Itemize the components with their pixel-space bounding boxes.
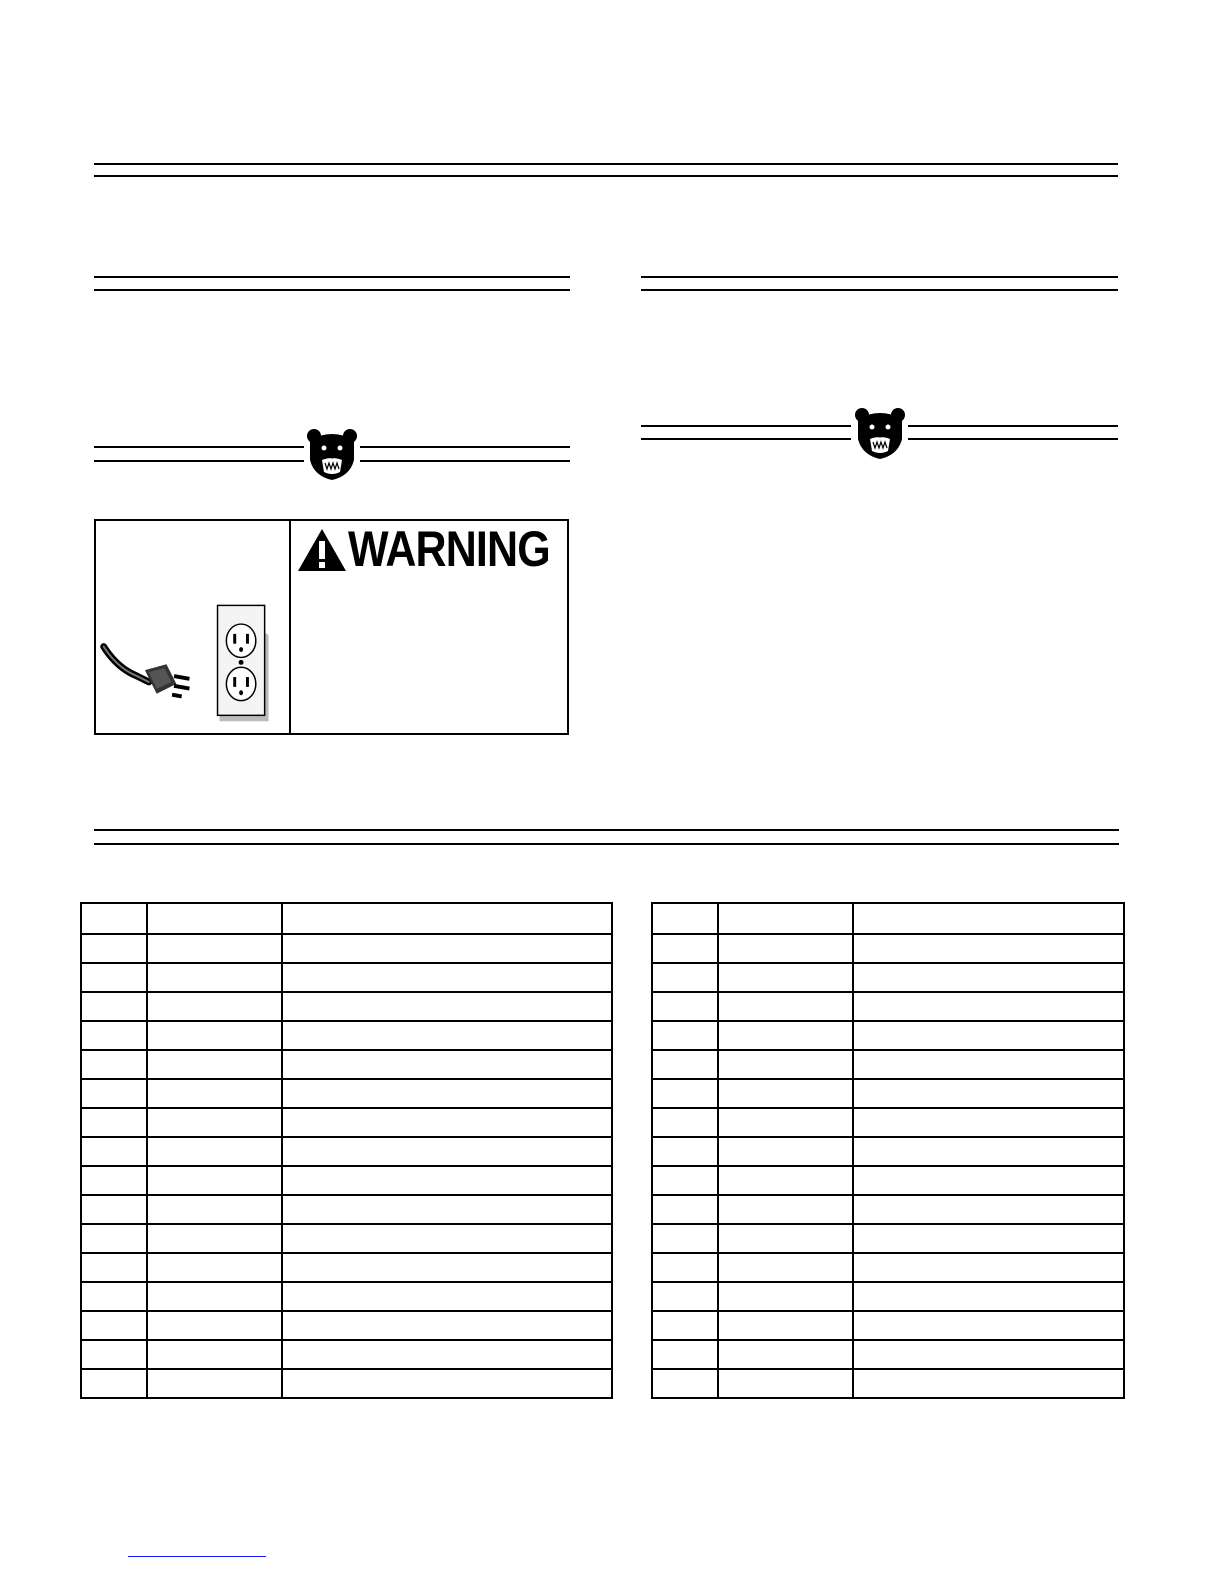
table-row: [81, 1340, 612, 1369]
table-cell: [652, 1369, 718, 1398]
left-bear-rule-upper-b: [360, 446, 570, 448]
table-cell: [718, 992, 853, 1021]
left-bear-rule-upper-a: [94, 446, 304, 448]
table-cell: [853, 1079, 1124, 1108]
column-header: [652, 903, 718, 934]
table-cell: [718, 1108, 853, 1137]
table-cell: [853, 992, 1124, 1021]
table-row: [81, 1282, 612, 1311]
table-row: [81, 1137, 612, 1166]
table-row: [81, 1079, 612, 1108]
table-cell: [718, 1137, 853, 1166]
table-cell: [718, 1282, 853, 1311]
table-cell: [81, 1137, 147, 1166]
table-cell: [652, 1253, 718, 1282]
table-row: [652, 1311, 1124, 1340]
left-rule-1-upper: [94, 276, 570, 278]
table-row: [652, 1050, 1124, 1079]
table-cell: [147, 934, 282, 963]
table-row: [652, 1108, 1124, 1137]
table-cell: [147, 1108, 282, 1137]
left-bear-rule-lower-b: [360, 460, 570, 462]
table-cell: [282, 1137, 612, 1166]
table-cell: [718, 1340, 853, 1369]
table-cell: [282, 934, 612, 963]
table-cell: [652, 963, 718, 992]
right-bear-rule-upper-b: [908, 425, 1118, 427]
table-cell: [652, 992, 718, 1021]
table-cell: [282, 1282, 612, 1311]
table-cell: [147, 963, 282, 992]
table-cell: [652, 934, 718, 963]
warning-header: [296, 521, 564, 577]
right-bear-rule-lower-a: [641, 438, 851, 440]
table-cell: [282, 1311, 612, 1340]
table-header-row: [81, 903, 612, 934]
table-cell: [853, 934, 1124, 963]
table-header-row: [652, 903, 1124, 934]
table-cell: [282, 1224, 612, 1253]
table-cell: [652, 1108, 718, 1137]
table-cell: [81, 1224, 147, 1253]
right-bear-rule-lower-b: [908, 438, 1118, 440]
table-cell: [853, 1253, 1124, 1282]
table-row: [81, 1166, 612, 1195]
table-cell: [652, 1137, 718, 1166]
grizzly-bear-icon: [304, 426, 360, 482]
table-cell: [282, 963, 612, 992]
table-cell: [718, 1079, 853, 1108]
table-cell: [147, 1050, 282, 1079]
left-bear-rule-lower-a: [94, 460, 304, 462]
table-cell: [718, 1253, 853, 1282]
table-cell: [652, 1282, 718, 1311]
table-cell: [652, 1079, 718, 1108]
table-cell: [853, 1166, 1124, 1195]
table-cell: [81, 934, 147, 963]
table-row: [81, 1050, 612, 1079]
table-cell: [853, 1369, 1124, 1398]
column-header: [147, 903, 282, 934]
warning-divider: [289, 521, 291, 733]
table-cell: [718, 963, 853, 992]
bottom-rule-upper: [94, 829, 1119, 831]
table-cell: [853, 1195, 1124, 1224]
table-cell: [81, 1050, 147, 1079]
table-cell: [81, 1166, 147, 1195]
table-cell: [718, 1195, 853, 1224]
table-cell: [853, 1021, 1124, 1050]
table-cell: [853, 1137, 1124, 1166]
table-cell: [147, 1282, 282, 1311]
column-header: [81, 903, 147, 934]
table-cell: [81, 963, 147, 992]
table-cell: [282, 1369, 612, 1398]
table-cell: [147, 1166, 282, 1195]
table-cell: [282, 1253, 612, 1282]
table-cell: [652, 1340, 718, 1369]
table-cell: [652, 1021, 718, 1050]
table-cell: [147, 1369, 282, 1398]
table-cell: [853, 963, 1124, 992]
table-cell: [718, 1021, 853, 1050]
table-cell: [147, 1311, 282, 1340]
table-cell: [147, 1195, 282, 1224]
table-row: [652, 1224, 1124, 1253]
table-cell: [853, 1108, 1124, 1137]
table-row: [652, 1340, 1124, 1369]
warning-box: [94, 519, 569, 735]
parts-table-right: [651, 902, 1125, 1399]
table-cell: [718, 1166, 853, 1195]
table-row: [652, 1282, 1124, 1311]
table-row: [652, 934, 1124, 963]
footer-link[interactable]: [128, 1556, 266, 1557]
table-cell: [853, 1340, 1124, 1369]
table-cell: [282, 992, 612, 1021]
table-cell: [147, 1021, 282, 1050]
table-row: [652, 1195, 1124, 1224]
power-plug-outlet-icon: [96, 521, 289, 733]
table-row: [652, 963, 1124, 992]
top-rule-lower: [94, 175, 1118, 177]
table-cell: [853, 1050, 1124, 1079]
table-cell: [652, 1166, 718, 1195]
table-cell: [282, 1021, 612, 1050]
table-cell: [81, 1079, 147, 1108]
table-cell: [282, 1079, 612, 1108]
table-cell: [718, 1311, 853, 1340]
table-cell: [853, 1224, 1124, 1253]
table-row: [81, 1224, 612, 1253]
right-rule-1-upper: [641, 276, 1118, 278]
table-row: [81, 1311, 612, 1340]
table-cell: [718, 1050, 853, 1079]
table-cell: [282, 1050, 612, 1079]
table-cell: [81, 1108, 147, 1137]
table-cell: [147, 1224, 282, 1253]
table-row: [652, 1369, 1124, 1398]
table-row: [81, 1369, 612, 1398]
table-cell: [718, 1224, 853, 1253]
table-row: [652, 1021, 1124, 1050]
table-row: [81, 1195, 612, 1224]
table-row: [652, 1166, 1124, 1195]
parts-table-left: [80, 902, 613, 1399]
table-cell: [147, 992, 282, 1021]
table-row: [81, 934, 612, 963]
table-row: [652, 1079, 1124, 1108]
table-row: [652, 1137, 1124, 1166]
table-row: [81, 1021, 612, 1050]
table-cell: [147, 1137, 282, 1166]
table-cell: [81, 1369, 147, 1398]
table-row: [81, 992, 612, 1021]
table-cell: [853, 1311, 1124, 1340]
table-cell: [81, 1340, 147, 1369]
table-cell: [81, 1253, 147, 1282]
table-cell: [81, 1021, 147, 1050]
grizzly-bear-icon: [852, 405, 908, 461]
table-row: [652, 992, 1124, 1021]
column-header: [718, 903, 853, 934]
table-row: [81, 1108, 612, 1137]
table-cell: [853, 1282, 1124, 1311]
warning-triangle-icon: [296, 527, 348, 573]
table-row: [81, 963, 612, 992]
bottom-rule-lower: [94, 843, 1119, 845]
table-cell: [282, 1195, 612, 1224]
table-cell: [652, 1311, 718, 1340]
right-rule-1-lower: [641, 289, 1118, 291]
table-cell: [81, 1195, 147, 1224]
table-cell: [652, 1050, 718, 1079]
table-cell: [718, 1369, 853, 1398]
table-row: [81, 1253, 612, 1282]
table-cell: [652, 1224, 718, 1253]
table-cell: [282, 1166, 612, 1195]
table-row: [652, 1253, 1124, 1282]
warning-label: WARNING: [348, 521, 550, 577]
table-cell: [147, 1253, 282, 1282]
table-cell: [147, 1079, 282, 1108]
column-header: [282, 903, 612, 934]
column-header: [853, 903, 1124, 934]
table-cell: [81, 1282, 147, 1311]
left-rule-1-lower: [94, 289, 570, 291]
table-cell: [282, 1340, 612, 1369]
table-cell: [718, 934, 853, 963]
table-cell: [652, 1195, 718, 1224]
top-rule-upper: [94, 163, 1118, 165]
table-cell: [81, 992, 147, 1021]
table-cell: [147, 1340, 282, 1369]
table-cell: [81, 1311, 147, 1340]
right-bear-rule-upper-a: [641, 425, 851, 427]
table-cell: [282, 1108, 612, 1137]
